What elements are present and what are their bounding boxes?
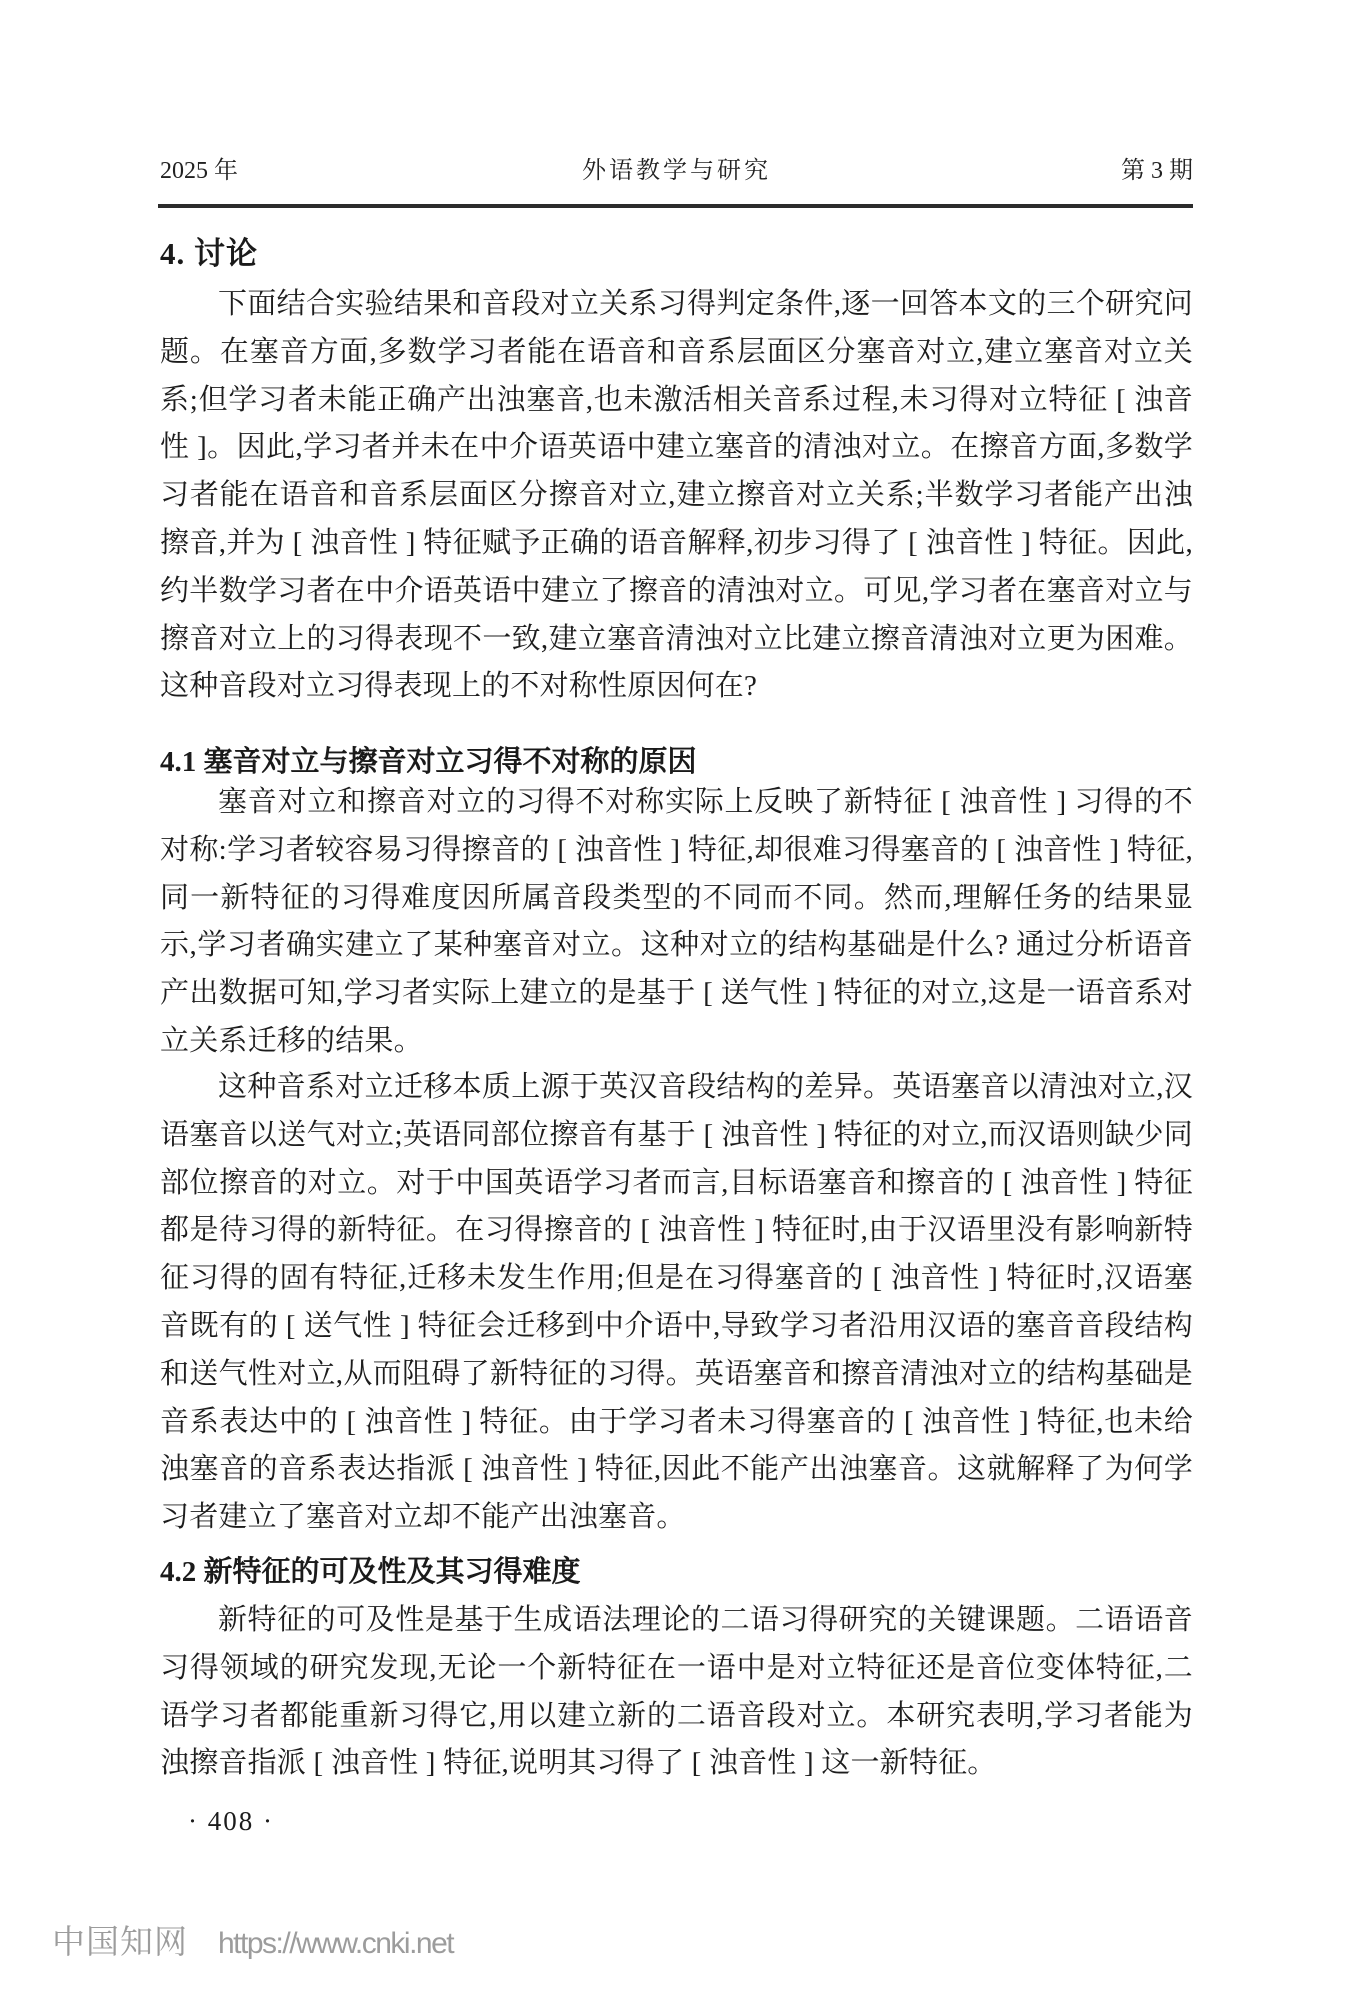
cnki-url-text: https://www.cnki.net <box>218 1927 454 1960</box>
header-rule <box>158 204 1193 208</box>
section-heading-4-1: 4.1 塞音对立与擦音对立习得不对称的原因 <box>160 746 697 778</box>
body-paragraph: 新特征的可及性是基于生成语法理论的二语习得研究的关键课题。二语语音习得领域的研究发现,无论一个新特征在一语中是对立特征还是音位变体特征,二语学习者都能重新习得它,用以建立新的二语音段对立。本研究表明,学习者能为浊擦音指派 [ 浊音性 ] 特征,说明其习得了 [ 浊音性 ] 这一新特征。 <box>160 1604 1193 1780</box>
body-paragraph: 这种音系对立迁移本质上源于英汉音段结构的差异。英语塞音以清浊对立,汉语塞音以送气对立;英语同部位擦音有基于 [ 浊音性 ] 特征的对立,而汉语则缺少同部位擦音的对立。对于中国英语学习者而言,目标语塞音和擦音的 [ 浊音性 ] 特征都是待习得的新特征。在习得擦音的 [ 浊音性 ] 特征时,由于汉语里没有影响新特征习得的固有特征,迁移未发生作用;但是在习得塞音的 [ 浊音性 ] 特征时,汉语塞音既有的 [ 送气性 ] 特征会迁移到中介语中,导致学习者沿用汉语的塞音音段结构和送气性对立,从而阻碍了新特征的习得。英语塞音和擦音清浊对立的结构基础是音系表达中的 [ 浊音性 ] 特征。由于学习者未习得塞音的 [ 浊音性 ] 特征,也未给浊塞音的音系表达指派 [ 浊音性 ] 特征,因此不能产出浊塞音。这就解释了为何学习者建立了塞音对立却不能产出浊塞音。 <box>160 1071 1193 1534</box>
section-heading-4-2: 4.2 新特征的可及性及其习得难度 <box>160 1556 581 1588</box>
cnki-brand-label: 中国知网 <box>52 1923 188 1960</box>
running-head-year: 2025 年 <box>160 158 238 184</box>
body-paragraph: 下面结合实验结果和音段对立关系习得判定条件,逐一回答本文的三个研究问题。在塞音方面,多数学习者能在语音和音系层面区分塞音对立,建立塞音对立关系;但学习者未能正确产出浊塞音,也未激活相关音系过程,未习得对立特征 [ 浊音性 ]。因此,学习者并未在中介语英语中建立塞音的清浊对立。在擦音方面,多数学习者能在语音和音系层面区分擦音对立,建立擦音对立关系;半数学习者能产出浊擦音,并为 [ 浊音性 ] 特征赋予正确的语音解释,初步习得了 [ 浊音性 ] 特征。因此,约半数学习者在中介语英语中建立了擦音的清浊对立。可见,学习者在塞音对立与擦音对立上的习得表现不一致,建立塞音清浊对立比建立擦音清浊对立更为困难。这种音段对立习得表现上的不对称性原因何在? <box>160 288 1193 703</box>
section-heading-discussion: 4. 讨论 <box>160 236 258 271</box>
running-head <box>160 150 1193 185</box>
page-number: · 408 · <box>188 1806 274 1836</box>
body-paragraph: 塞音对立和擦音对立的习得不对称实际上反映了新特征 [ 浊音性 ] 习得的不对称:学习者较容易习得擦音的 [ 浊音性 ] 特征,却很难习得塞音的 [ 浊音性 ] 特征,同一新特征的习得难度因所属音段类型的不同而不同。然而,理解任务的结果显示,学习者确实建立了某种塞音对立。这种对立的结构基础是什么? 通过分析语音产出数据可知,学习者实际上建立的是基于 [ 送气性 ] 特征的对立,这是一语音系对立关系迁移的结果。 <box>160 786 1193 1057</box>
running-head-journal: 外语教学与研究 <box>582 158 771 184</box>
cnki-watermark <box>52 1916 453 1963</box>
running-head-issue: 第 3 期 <box>1121 158 1193 184</box>
